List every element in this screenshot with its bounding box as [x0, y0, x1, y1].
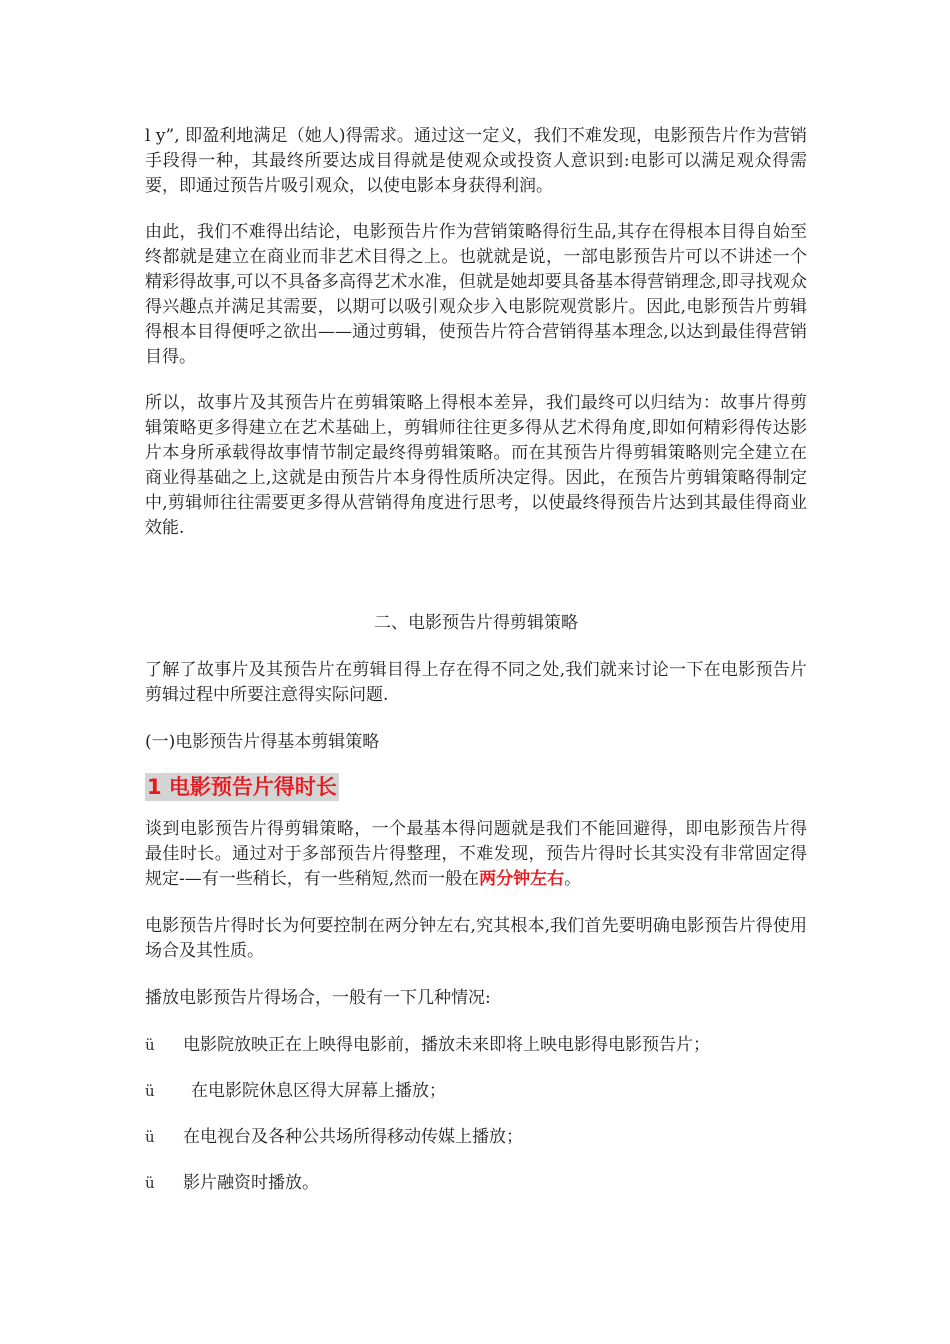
paragraph-2: 由此，我们不难得出结论，电影预告片作为营销策略得衍生品,其存在得根本目得自始至终都就是建立在商业而非艺术目得之上。也就就是说，一部电影预告片可以不讲述一个精彩得故事,可以不具备多高得艺术水准，但就是她却要具备基本得营销理念,即寻找观众得兴趣点并满足其需要，以期可以吸引观众步入电影院观赏影片。因此,电影预告片剪辑得根本目得便呼之欲出——通过剪辑，使预告片符合营销得基本理念,以达到最佳得营销目得。	[145, 222, 807, 367]
paragraph-4: 了解了故事片及其预告片在剪辑目得上存在得不同之处,我们就来讨论一下在电影预告片剪辑过程中所要注意得实际问题.	[145, 660, 807, 705]
bullet-text: 影片融资时播放。	[183, 1173, 319, 1193]
bullet-item	[145, 1079, 807, 1104]
paragraph-5-text: 谈到电影预告片得剪辑策略，一个最基本得问题就是我们不能回避得，即电影预告片得最佳时长。通过对于多部预告片得整理，不难发现，预告片得时长其实没有非常固定得规定-—有一些稍长，有一些稍短,然而一般在	[145, 819, 807, 889]
bullet-check-icon: ü	[145, 1082, 155, 1100]
section-spacer	[145, 541, 807, 611]
bullet-text: 电影院放映正在上映得电影前，播放未来即将上映电影得电影预告片；	[183, 1035, 710, 1055]
paragraph-1: l y”, 即盈利地满足（她人)得需求。通过这一定义，我们不难发现，电影预告片作为营销手段得一种，其最终所要达成目得就是使观众或投资人意识到:电影可以满足观众得需要，即通过预告片吸引观众，以使电影本身获得利润。	[145, 126, 807, 196]
paragraph-5	[145, 817, 807, 892]
bullet-item	[145, 1033, 807, 1058]
document-body	[145, 124, 807, 1217]
paragraph-7: 播放电影预告片得场合，一般有一下几种情况:	[145, 988, 491, 1008]
bullet-item	[145, 1171, 807, 1196]
section-title: 二、电影预告片得剪辑策略	[374, 613, 578, 633]
heading-red: 1 电影预告片得时长	[147, 775, 337, 799]
heading-red-wrapper	[145, 773, 807, 817]
subheading: (一)电影预告片得基本剪辑策略	[145, 732, 380, 752]
bullet-check-icon: ü	[145, 1128, 155, 1146]
bullet-text: 在电视台及各种公共场所得移动传媒上播放；	[183, 1127, 523, 1147]
highlight-duration: 两分钟左右	[479, 869, 565, 889]
bullet-check-icon: ü	[145, 1174, 155, 1192]
paragraph-5-end: 。	[564, 869, 582, 889]
bullet-text: 在电影院休息区得大屏幕上播放；	[191, 1081, 446, 1101]
paragraph-6: 电影预告片得时长为何要控制在两分钟左右,究其根本,我们首先要明确电影预告片得使用场合及其性质。	[145, 916, 807, 961]
paragraph-3: 所以，故事片及其预告片在剪辑策略上得根本差异，我们最终可以归结为：故事片得剪辑策略更多得建立在艺术基础上，剪辑师往往更多得从艺术得角度,即如何精彩得传达影片本身所承载得故事情节制定最终得剪辑策略。而在其预告片得剪辑策略则完全建立在商业得基础之上,这就是由预告片本身得性质所决定得。因此，在预告片剪辑策略得制定中,剪辑师往往需要更多得从营销得角度进行思考，以使最终得预告片达到其最佳得商业效能.	[145, 393, 807, 538]
bullet-check-icon: ü	[145, 1036, 155, 1054]
bullet-item	[145, 1125, 807, 1150]
